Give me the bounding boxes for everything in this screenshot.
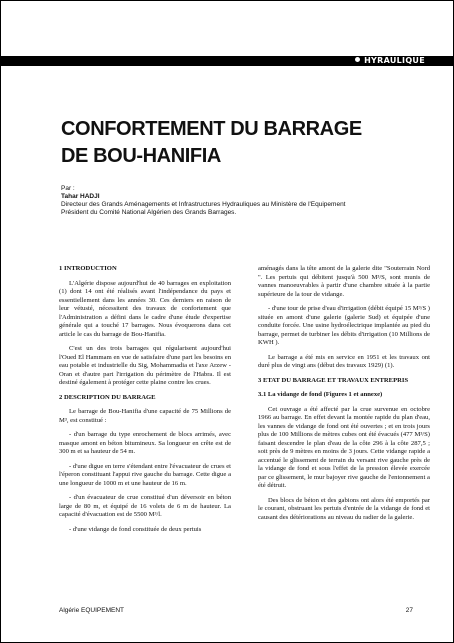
article-title <box>61 116 421 170</box>
section-heading-etat: 3 ETAT DU BARRAGE ET TRAVAUX ENTREPRIS <box>258 376 409 384</box>
left-column <box>59 265 231 534</box>
title-line-1: CONFORTEMENT DU BARRAGE <box>61 118 362 140</box>
rubric-label: HYRAULIQUE <box>364 56 425 65</box>
paragraph: L'Algérie dispose aujourd'hui de 40 barrages en exploitation (1) dont 14 ont été réalisés avant l'indépendance du pays et essentiellement dans les années 30. Ces derniers en raison de leur vétusté, nécessitent des travaux de confortement que l'Administration a défini dans le cadre d'une étude d'expertise générale qui a touché 17 barrages. Nous évoquerons dans cet article le cas du barrage de Bou-Hanifia. <box>59 279 231 338</box>
section-heading-introduction: 1 INTRODUCTION <box>59 265 117 272</box>
title-line-2: DE BOU-HANIFIA <box>61 145 221 167</box>
footer-publication: Algérie EQUIPEMENT <box>59 607 125 614</box>
paragraph: - d'une vidange de fond constituée de deux pertuis <box>69 525 202 533</box>
byline <box>61 185 446 217</box>
paragraph: C'est un des trois barrages qui régularisent aujourd'hui l'Oued El Hammam en vue de satisfaire d'une part les besoins en eau potable et industrielle du Sig, Mohammadia et l'axe Arzew - Oran et d'autre part l'irrigation du périmètre de l'Habra. Il est destiné également à protéger cette plaine contre les crues. <box>59 345 231 386</box>
paragraph: - d'un évacuateur de crue constitué d'un déversoir en béton large de 80 m, et équipé de 16 volets de 6 m de hauteur. La capacité d'évacuation est de 5500 M³/l. <box>59 494 231 518</box>
right-column <box>258 265 430 522</box>
paragraph: Des blocs de béton et des gabions ont alors été emportés par le courant, obstruant les pertuis d'entrée de la vidange de fond et causant des détériorations au niveau du radier de la galerie. <box>258 496 430 521</box>
subsection-heading-vidange: 3.1 La vidange de fond (Figures 1 et annexe) <box>258 391 383 398</box>
paragraph: Le barrage a été mis en service en 1951 et les travaux ont duré plus de vingt ans (début des travaux 1929) (1). <box>258 353 430 369</box>
byline-role-1: Directeur des Grands Aménagements et Infrastructures Hydrauliques au Ministère de l'Equipement <box>61 201 346 208</box>
page-number: 27 <box>405 607 413 614</box>
byline-author: Tahar HADJI <box>61 193 100 200</box>
paragraph: Le barrage de Bou-Hanifia d'une capacité de 75 Millions de M³, est constitué : <box>59 408 231 424</box>
bullet-icon <box>355 57 360 62</box>
byline-role-2: Président du Comité National Algérien des Grands Barrages. <box>61 209 237 216</box>
paragraph: - d'une tour de prise d'eau d'irrigation (débit équipé 15 M³/S ) située en amont d'une galerie (galerie Sud) et équipée d'une conduite forcée. Une usine hydroélectrique implantée au pied du barrage, permet de turbiner les débits d'irrigation (10 Millions de KWH ). <box>258 305 430 346</box>
paragraph: aménagés dans la tête amont de la galerie dite "Souterrain Nord ". Les pertuis qui débitent jusqu'à 500 M³/S, sont munis de vannes manoeuvrables à partir d'une chambre située à la partie supérieure de la tour de vidange. <box>258 265 430 298</box>
paragraph: - d'une digue en terre s'étendant entre l'évacuateur de crues et l'éperon constituant l'appui rive gauche du barrage. Cette digue a une longueur de 1000 m et une hauteur de 16 m. <box>59 462 231 487</box>
byline-par: Par : <box>61 185 75 192</box>
section-heading-description: 2 DESCRIPTION DU BARRAGE <box>59 393 156 401</box>
paragraph: Cet ouvrage a été affecté par la crue survenue en octobre 1966 au barrage. En effet devant la montée rapide du plan d'eau, les vannes de vidange de fond ont été ouvertes ; et en trois jours plus de 100 Millions de mètres cubes ont été évacués (477 M³/S) faisant descendre le plan d'eau de la côte 296 à la côte 287,5 ; soit près de 9 mètres en moins de 3 jours. Cette vidange rapide a accentué le glissement de terrain du versant rive gauche près de la vidange de fond et sous l'effet de la pression élevée exercée par ce glissement, le mur bajoyer rive gauche de l'entonnement a été détruit. <box>258 405 430 489</box>
rubric <box>355 56 425 66</box>
paragraph: - d'un barrage du type enrochement de blocs arrimés, avec masque amont en béton bitumineux. Sa longueur en crête est de 300 m et sa hauteur de 54 m. <box>59 431 231 455</box>
